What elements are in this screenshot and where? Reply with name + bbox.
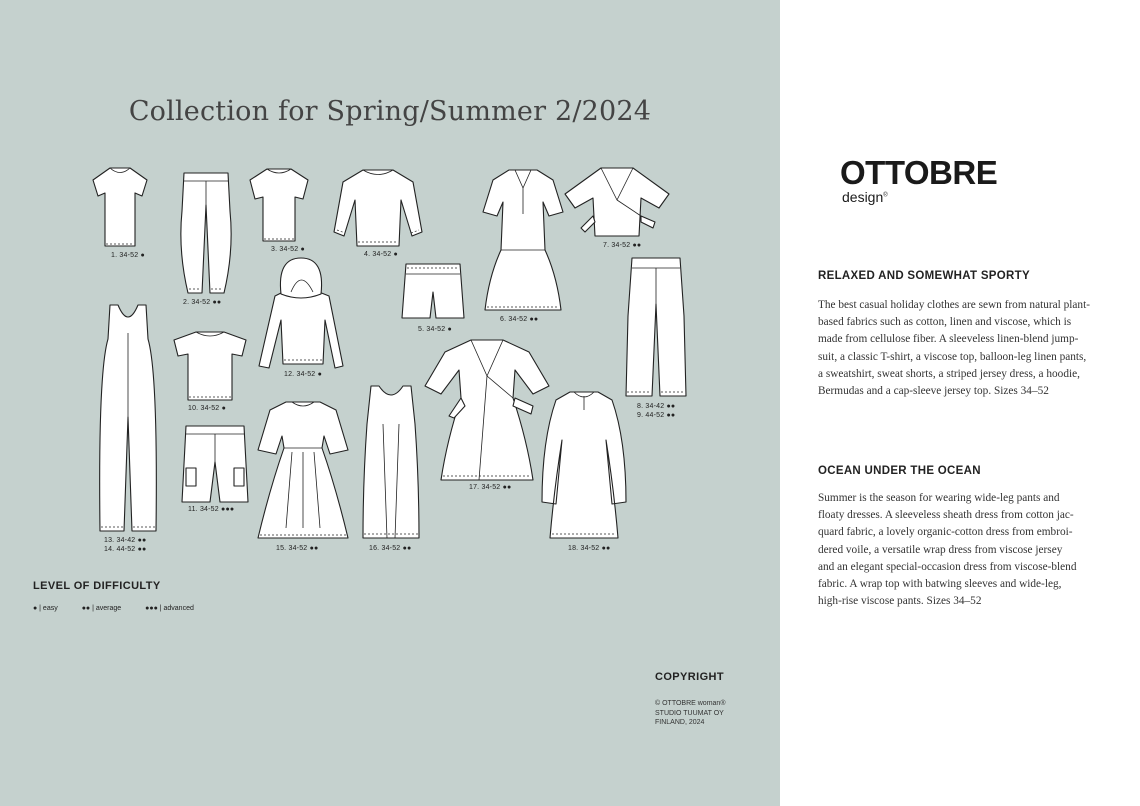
label-3: 3. 34-52 ● xyxy=(271,246,305,253)
label-5: 5. 34-52 ● xyxy=(418,326,452,333)
difficulty-legend xyxy=(33,605,216,612)
label-11: 11. 34-52 ●●● xyxy=(188,506,235,513)
garment-10-cap-sleeve-top xyxy=(172,330,248,402)
garment-3-viscose-top xyxy=(249,167,309,243)
garment-7-wrap-top xyxy=(563,164,671,240)
legend-average: ●● | average xyxy=(81,605,122,612)
garment-1-tshirt xyxy=(92,166,148,248)
label-13-14: 13. 34-42 ●● 14. 44-52 ●● xyxy=(104,537,147,553)
label-10: 10. 34-52 ● xyxy=(188,405,226,412)
garment-4-sweatshirt xyxy=(333,168,423,250)
label-1: 1. 34-52 ● xyxy=(111,252,145,259)
ottobre-logo: OTTOBRE xyxy=(840,154,998,191)
label-7: 7. 34-52 ●● xyxy=(603,242,642,249)
description-panel xyxy=(780,0,1140,806)
label-4: 4. 34-52 ● xyxy=(364,251,398,258)
garment-13-jumpsuit xyxy=(96,303,160,533)
collection-title: Collection for Spring/Summer 2/2024 xyxy=(128,96,652,127)
label-18: 18. 34-52 ●● xyxy=(568,545,611,552)
section-1-heading: RELAXED AND SOMEWHAT SPORTY xyxy=(818,270,1030,282)
copyright-heading: COPYRIGHT xyxy=(655,671,724,683)
garment-12-hoodie xyxy=(257,256,343,370)
section-2-heading: OCEAN UNDER THE OCEAN xyxy=(818,465,981,477)
section-2-body: Summer is the season for wearing wide-leg pants and floaty dresses. A sleeveless sheath dress from cotton jac- quard fabric, a lovely organic-cotton dress from embroi- dered voile, a versatile wrap dress from viscose jersey and an elegant special-occasion dress from viscose-blend fabric. A wrap top with batwing sleeves and wide-leg, high-rise viscose pants. Sizes 34–52 xyxy=(818,492,1077,608)
legend-easy: ● | easy xyxy=(33,605,58,612)
garment-15-voile-dress xyxy=(256,398,350,540)
label-16: 16. 34-52 ●● xyxy=(369,545,412,552)
copyright-line-1: © OTTOBRE woman® xyxy=(655,700,726,707)
label-8-9: 8. 34-42 ●● 9. 44-52 ●● xyxy=(637,403,676,419)
garment-17-wrap-dress xyxy=(421,336,553,482)
garment-18-occasion-dress xyxy=(540,390,628,540)
garment-5-sweat-shorts xyxy=(400,262,466,322)
label-6: 6. 34-52 ●● xyxy=(500,316,539,323)
section-1-body: The best casual holiday clothes are sewn from natural plant- based fabrics such as cotton, linen and viscose, which is made from cellulose fiber. A sleeveless linen-blend jump- suit, a classic T-shirt, a viscose top, balloon-leg linen pants, a sweatshirt, sweat shorts, a striped jersey dress, a hoodie, Bermudas and a cap-sleeve jersey top. Sizes 34–52 xyxy=(818,299,1090,398)
label-2: 2. 34-52 ●● xyxy=(183,299,222,306)
copyright-line-2: STUDIO TUUMAT OY xyxy=(655,709,724,717)
ottobre-logo-sub: design® xyxy=(842,189,888,205)
copyright-text xyxy=(655,699,725,728)
label-12: 12. 34-52 ● xyxy=(284,371,322,378)
copyright-line-3: FINLAND, 2024 xyxy=(655,719,705,726)
garment-6-jersey-dress xyxy=(481,166,565,312)
garment-8-wide-leg-pants xyxy=(624,256,688,398)
difficulty-heading: LEVEL OF DIFFICULTY xyxy=(33,580,161,592)
label-17: 17. 34-52 ●● xyxy=(469,484,512,491)
garment-11-bermudas xyxy=(180,424,250,504)
legend-advanced: ●●● | advanced xyxy=(145,605,194,612)
label-15: 15. 34-52 ●● xyxy=(276,545,319,552)
garment-16-sheath-dress xyxy=(361,384,421,540)
garment-2-balloon-pants xyxy=(178,171,234,295)
